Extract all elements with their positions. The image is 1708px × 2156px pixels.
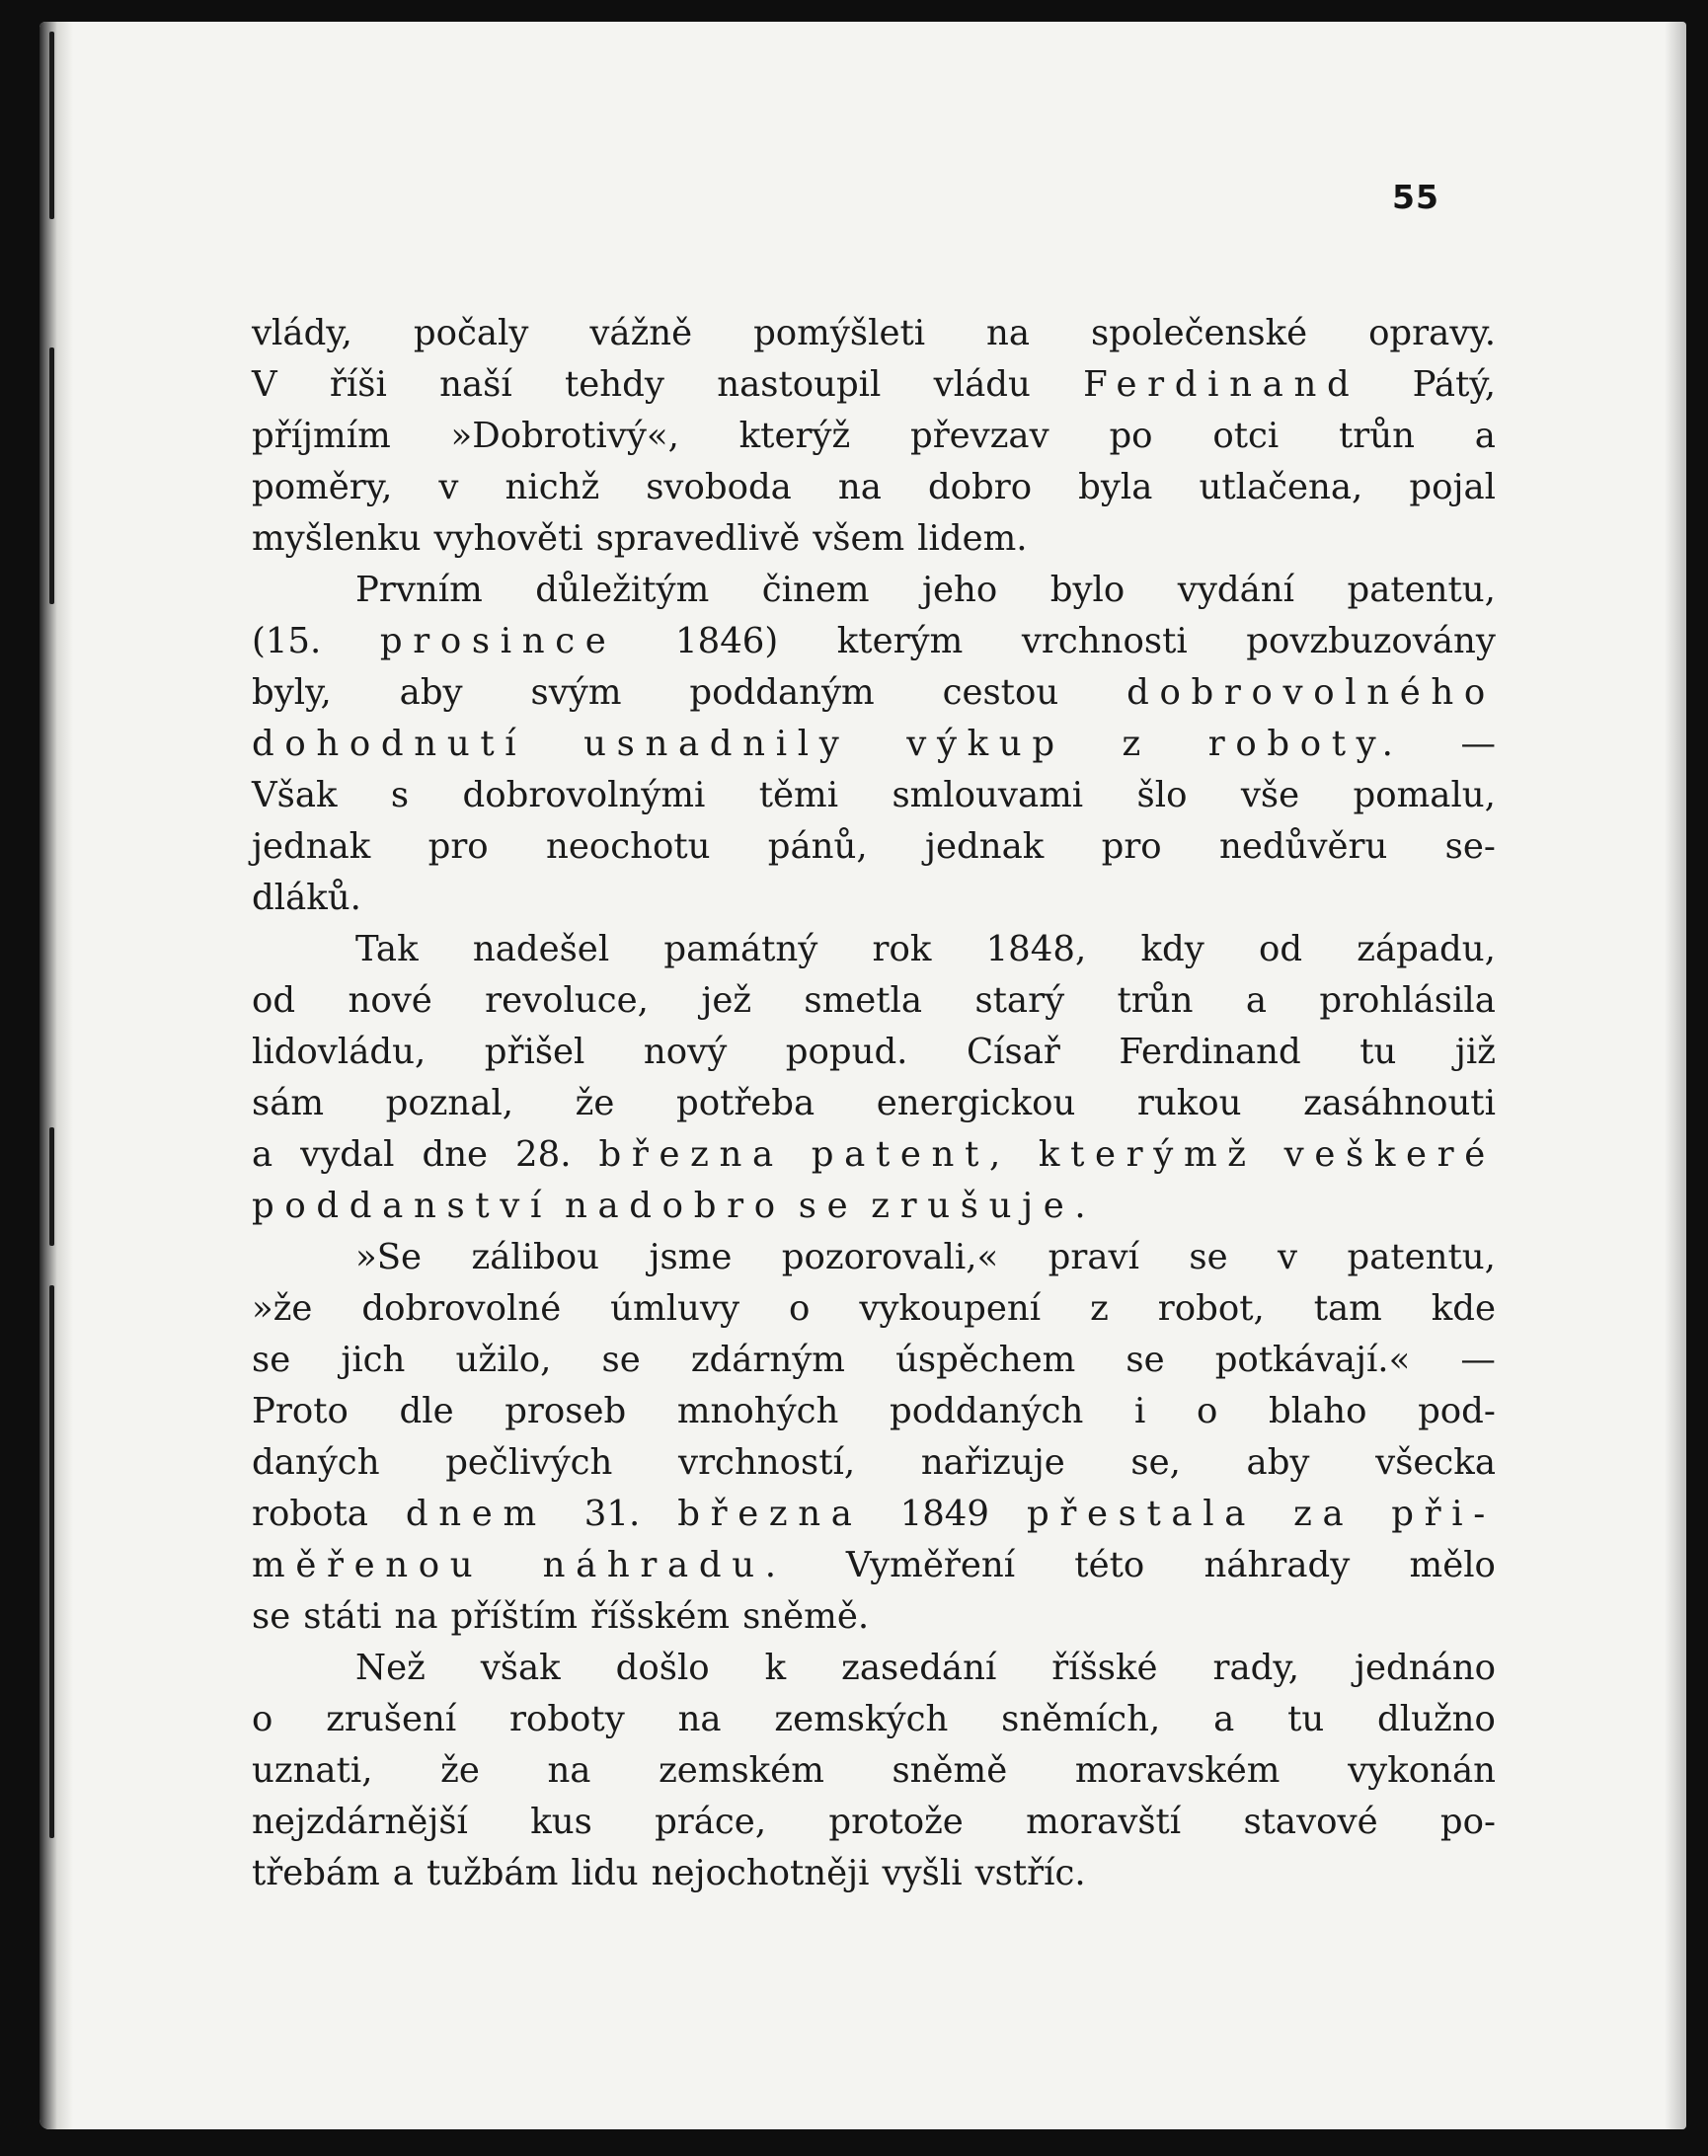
text-line: myšlenku vyhověti spravedlivě všem lidem. — [252, 518, 1028, 559]
text-line: Však s dobrovolnými těmi smlouvami šlo vše pomalu, — [252, 775, 1496, 815]
text-line: nejzdárnější kus práce, protože moravští stavové po- — [252, 1802, 1496, 1842]
binding-mark — [49, 347, 54, 604]
binding-mark — [49, 1127, 54, 1246]
text-line: Tak nadešel památný rok 1848, kdy od západu, — [355, 929, 1496, 969]
text-line: o zrušení roboty na zemských sněmích, a tu dlužno — [252, 1699, 1496, 1739]
page-edge-shadow — [1665, 22, 1686, 2129]
text-line: od nové revoluce, jež smetla starý trůn a prohlásila — [252, 980, 1496, 1021]
text-line: se jich užilo, se zdárným úspěchem se potkávají.« — — [252, 1340, 1496, 1380]
page-number: 55 — [1392, 178, 1439, 216]
text-line: daných pečlivých vrchností, nařizuje se, aby všecka — [252, 1442, 1496, 1483]
text-line: (15. prosince 1846) kterým vrchnosti povzbuzovány — [252, 621, 1496, 661]
binding-mark — [49, 32, 54, 219]
text-line: byly, aby svým poddaným cestou dobrovolného — [252, 672, 1496, 713]
text-line: poddanství nadobro se zrušuje. — [252, 1186, 1097, 1226]
text-line: jednak pro neochotu pánů, jednak pro nedůvěru se- — [252, 826, 1496, 867]
book-page — [39, 22, 1686, 2129]
text-line: dohodnutí usnadnily výkup z roboty. — — [252, 724, 1496, 764]
text-line: příjmím »Dobrotivý«, kterýž převzav po otci trůn a — [252, 416, 1496, 456]
text-line: V říši naší tehdy nastoupil vládu Ferdinand Pátý, — [252, 364, 1496, 405]
text-line: a vydal dne 28. března patent, kterýmž veškeré — [252, 1134, 1496, 1175]
text-line: Proto dle proseb mnohých poddaných i o blaho pod- — [252, 1391, 1496, 1431]
text-line: »Se zálibou jsme pozorovali,« praví se v patentu, — [355, 1237, 1496, 1277]
text-line: Než však došlo k zasedání říšské rady, jednáno — [355, 1648, 1496, 1688]
text-line: »že dobrovolné úmluvy o vykoupení z robot, tam kde — [252, 1288, 1496, 1329]
text-line: lidovládu, přišel nový popud. Císař Ferdinand tu již — [252, 1032, 1496, 1072]
text-line: uznati, že na zemském sněmě moravském vykonán — [252, 1750, 1496, 1791]
text-line: sám poznal, že potřeba energickou rukou zasáhnouti — [252, 1083, 1496, 1123]
text-line: dláků. — [252, 878, 361, 918]
text-line: Prvním důležitým činem jeho bylo vydání patentu, — [355, 570, 1496, 610]
text-line: robota dnem 31. března 1849 přestala za při- — [252, 1494, 1496, 1534]
text-line: měřenou náhradu. Vyměření této náhrady mělo — [252, 1545, 1496, 1585]
body-text — [252, 308, 1496, 1899]
text-line: třebám a tužbám lidu nejochotněji vyšli vstříc. — [252, 1853, 1086, 1893]
text-line: vlády, počaly vážně pomýšleti na společenské opravy. — [252, 313, 1496, 353]
text-line: se státi na příštím říšském sněmě. — [252, 1596, 870, 1637]
text-line: poměry, v nichž svoboda na dobro byla utlačena, pojal — [252, 467, 1496, 507]
binding-mark — [49, 1285, 54, 1838]
binding-edge — [39, 22, 73, 2129]
